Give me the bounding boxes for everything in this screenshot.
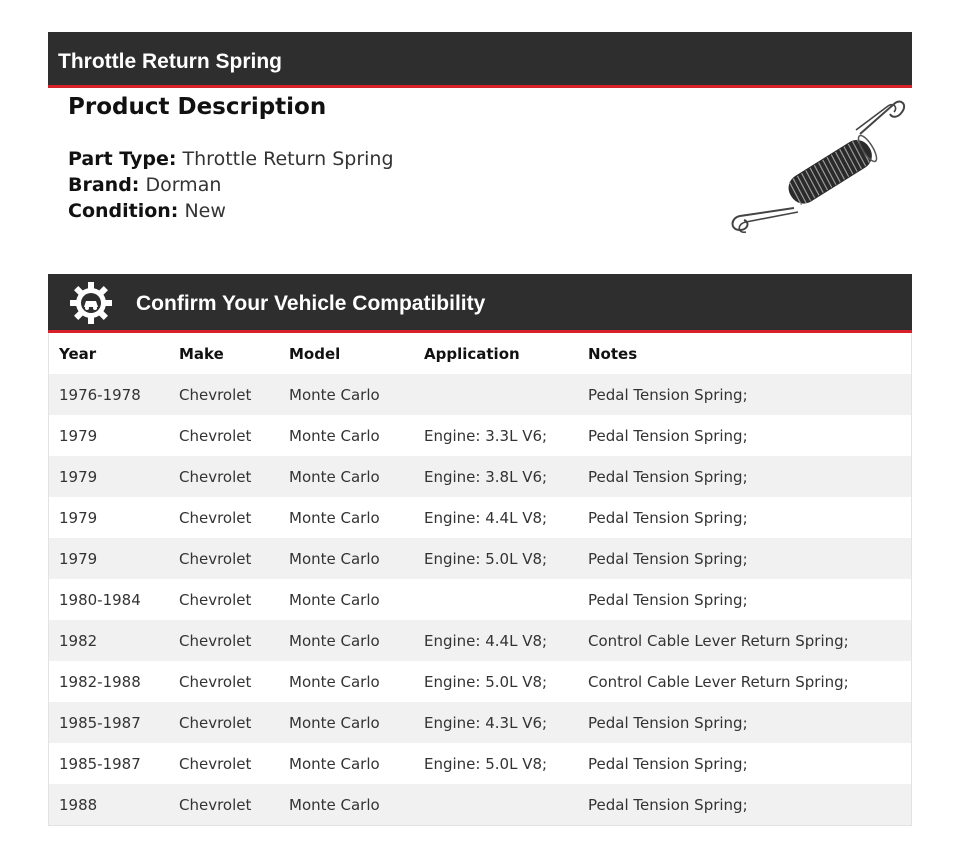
- spec-value: New: [184, 200, 226, 222]
- cell-model: Monte Carlo: [289, 426, 380, 445]
- table-row: [49, 743, 912, 784]
- cell-make: Chevrolet: [179, 385, 252, 404]
- cell-model: Monte Carlo: [289, 590, 380, 609]
- spec-condition: [68, 200, 226, 222]
- cell-application: [414, 784, 578, 826]
- cell-model: Monte Carlo: [289, 385, 380, 404]
- cell-year: 1976-1978: [59, 385, 141, 404]
- cell-year: 1979: [59, 426, 98, 445]
- cell-year: 1985-1987: [59, 713, 141, 732]
- cell-notes: Pedal Tension Spring;: [588, 467, 748, 486]
- cell-notes: Pedal Tension Spring;: [588, 385, 748, 404]
- product-panel: [48, 32, 912, 826]
- cell-application: Engine: 4.3L V6;: [424, 713, 548, 732]
- cell-application: Engine: 3.3L V6;: [424, 426, 548, 445]
- column-header-application: Application: [424, 344, 520, 363]
- table-row: [49, 620, 912, 661]
- cell-year: 1979: [59, 467, 98, 486]
- spec-label: Part Type:: [68, 148, 177, 170]
- table-row: [49, 415, 912, 456]
- cell-make: Chevrolet: [179, 713, 252, 732]
- cell-notes: Pedal Tension Spring;: [588, 590, 748, 609]
- cell-make: Chevrolet: [179, 467, 252, 486]
- cell-notes: Pedal Tension Spring;: [588, 795, 748, 814]
- cell-make: Chevrolet: [179, 672, 252, 691]
- cell-year: 1988: [59, 795, 98, 814]
- cell-make: Chevrolet: [179, 795, 252, 814]
- column-header-year: Year: [59, 344, 97, 363]
- spec-value: Dorman: [145, 174, 222, 196]
- compatibility-table: [48, 333, 912, 826]
- cell-application: [414, 579, 578, 620]
- cell-model: Monte Carlo: [289, 672, 380, 691]
- spec-part-type: [68, 148, 394, 170]
- cell-notes: Pedal Tension Spring;: [588, 549, 748, 568]
- cell-model: Monte Carlo: [289, 631, 380, 650]
- cell-notes: Pedal Tension Spring;: [588, 508, 748, 527]
- cell-year: 1985-1987: [59, 754, 141, 773]
- cell-notes: Pedal Tension Spring;: [588, 713, 748, 732]
- column-header-model: Model: [289, 344, 341, 363]
- product-title-bar: [48, 32, 912, 88]
- cell-notes: Control Cable Lever Return Spring;: [588, 631, 849, 650]
- spring-icon: [728, 96, 908, 236]
- gear-car-icon: [68, 280, 114, 326]
- cell-application: Engine: 3.8L V6;: [424, 467, 548, 486]
- table-row: [49, 497, 912, 538]
- cell-application: Engine: 5.0L V8;: [424, 672, 548, 691]
- table-row: [49, 538, 912, 579]
- cell-model: Monte Carlo: [289, 467, 380, 486]
- product-title: Throttle Return Spring: [58, 49, 282, 73]
- table-row: [49, 456, 912, 497]
- table-row: [49, 784, 912, 826]
- column-header-make: Make: [179, 344, 224, 363]
- cell-make: Chevrolet: [179, 754, 252, 773]
- cell-application: Engine: 5.0L V8;: [424, 754, 548, 773]
- column-header-notes: Notes: [588, 344, 638, 363]
- cell-application: Engine: 4.4L V8;: [424, 631, 548, 650]
- spec-value: Throttle Return Spring: [182, 148, 394, 170]
- description-heading: Product Description: [68, 94, 327, 120]
- cell-year: 1982: [59, 631, 98, 650]
- cell-make: Chevrolet: [179, 549, 252, 568]
- compatibility-title: Confirm Your Vehicle Compatibility: [136, 292, 486, 315]
- cell-application: Engine: 4.4L V8;: [424, 508, 548, 527]
- table-header-row: [49, 333, 912, 374]
- cell-model: Monte Carlo: [289, 754, 380, 773]
- compatibility-bar: [48, 274, 912, 333]
- cell-make: Chevrolet: [179, 426, 252, 445]
- cell-year: 1980-1984: [59, 590, 141, 609]
- spec-label: Brand:: [68, 174, 140, 196]
- table-row: [49, 579, 912, 620]
- table-row: [49, 702, 912, 743]
- spec-brand: [68, 174, 221, 196]
- cell-make: Chevrolet: [179, 508, 252, 527]
- cell-make: Chevrolet: [179, 631, 252, 650]
- cell-model: Monte Carlo: [289, 549, 380, 568]
- cell-notes: Pedal Tension Spring;: [588, 754, 748, 773]
- cell-model: Monte Carlo: [289, 795, 380, 814]
- spec-label: Condition:: [68, 200, 179, 222]
- table-row: [49, 661, 912, 702]
- cell-notes: Control Cable Lever Return Spring;: [588, 672, 849, 691]
- cell-notes: Pedal Tension Spring;: [588, 426, 748, 445]
- table-row: [49, 374, 912, 415]
- cell-year: 1982-1988: [59, 672, 141, 691]
- product-description: [48, 88, 912, 274]
- cell-model: Monte Carlo: [289, 508, 380, 527]
- cell-application: Engine: 5.0L V8;: [424, 549, 548, 568]
- cell-year: 1979: [59, 549, 98, 568]
- cell-year: 1979: [59, 508, 98, 527]
- cell-make: Chevrolet: [179, 590, 252, 609]
- cell-application: [414, 374, 578, 415]
- cell-model: Monte Carlo: [289, 713, 380, 732]
